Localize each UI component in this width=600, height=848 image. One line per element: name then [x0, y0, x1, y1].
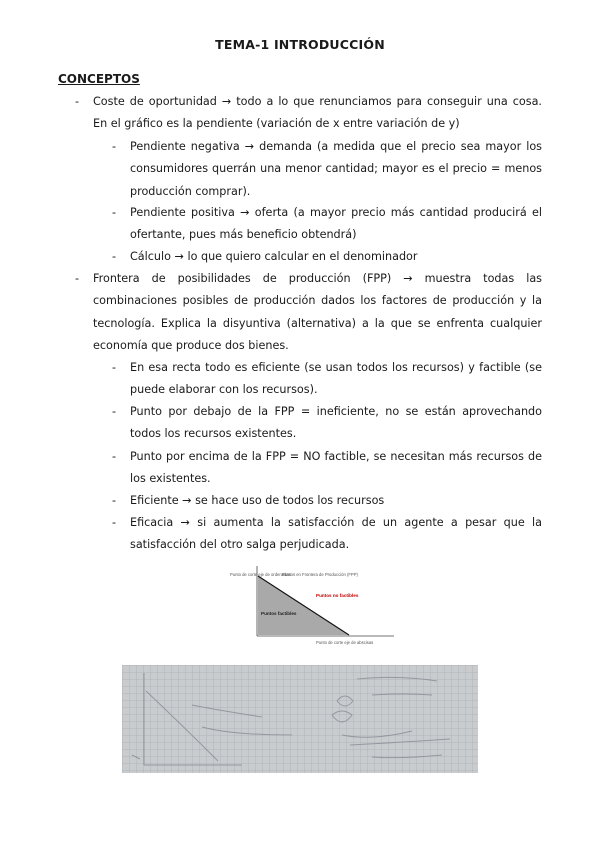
- bullet-efficacy: Eficacia → si aumenta la satisfacción de un agente a pesar que la satisfacción del otro salga perjudicada.: [130, 516, 542, 552]
- bullet-dash: -: [112, 140, 117, 153]
- bullet-efficient: Eficiente → se hace uso de todos los recursos: [130, 494, 385, 507]
- label-y-intercept: Punto de corte eje de ordenadas: [230, 572, 291, 577]
- bullet-dash: -: [112, 361, 117, 374]
- bullet-dash: -: [112, 494, 117, 507]
- page-title: TEMA-1 INTRODUCCIÓN: [215, 37, 385, 52]
- bullet-dash: -: [75, 95, 80, 108]
- bullet-positive-slope: Pendiente positiva → oferta (a mayor precio más cantidad producirá el ofertante, pues más beneficio obtendrá): [130, 206, 542, 242]
- bullet-above-fpp: Punto por encima de la FPP = NO factible, se necesitan más recursos de los existentes.: [130, 450, 542, 486]
- bullet-opportunity-cost: Coste de oportunidad → todo a lo que renunciamos para conseguir una cosa. En el gráfico es la pendiente (variación de x entre variación de y): [93, 95, 542, 131]
- bullet-fpp: Frontera de posibilidades de producción (FPP) → muestra todas las combinaciones posibles de producción dados los factores de producción y la tecnología. Explica la disyuntiva (alternativa) a la que se enfrenta cualquier economía que produce dos bienes.: [93, 272, 542, 352]
- bullet-dash: -: [112, 516, 117, 529]
- bullet-dash: -: [112, 250, 117, 263]
- bullet-dash: -: [112, 450, 117, 463]
- section-heading: CONCEPTOS: [58, 72, 140, 86]
- bullet-negative-slope: Pendiente negativa → demanda (a medida que el precio sea mayor los consumidores querrán una menor cantidad; mayor es el precio = menos producción comprar).: [130, 140, 542, 198]
- label-not-feasible: Puntos no factibles: [316, 593, 359, 598]
- handwritten-notes-photo: [122, 665, 478, 773]
- bullet-efficient-line: En esa recta todo es eficiente (se usan todos los recursos) y factible (se puede elaborar con los recursos).: [130, 361, 542, 397]
- bullet-dash: -: [75, 272, 80, 285]
- bullet-calculation: Cálculo → lo que quiero calcular en el denominador: [130, 250, 418, 263]
- bullet-dash: -: [112, 206, 117, 219]
- bullet-dash: -: [112, 405, 117, 418]
- fpp-figure: [228, 562, 398, 652]
- label-fpp: Puntos en Frontera de Producción (FPP): [282, 572, 358, 577]
- label-x-intercept: Punto de corte eje de abscisas: [316, 640, 374, 645]
- bullet-below-fpp: Punto por debajo de la FPP = ineficiente, no se están aprovechando todos los recursos existentes.: [130, 405, 542, 441]
- label-feasible: Puntos factibles: [261, 611, 297, 616]
